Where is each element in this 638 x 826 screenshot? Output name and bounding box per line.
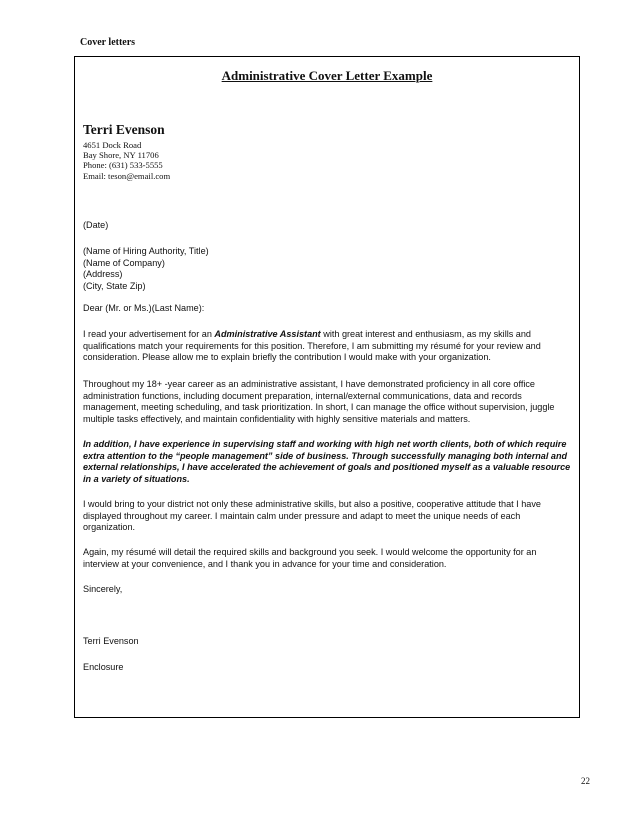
recipient-line1: (Name of Hiring Authority, Title) — [83, 246, 209, 256]
document-title: Administrative Cover Letter Example — [221, 68, 433, 83]
sender-address-line1: 4651 Dock Road — [83, 140, 142, 150]
job-title-emphasis: Administrative Assistant — [214, 329, 321, 339]
signature-name: Terri Evenson — [83, 636, 139, 646]
paragraph-intro-end: with great interest and enthusiasm, as my skills and qualifications match your requirements for this position. Therefore, I am submitting my résumé for your review and consideration. Please allow me to explain briefly the contribution I would make with your organization. — [83, 329, 541, 363]
recipient-line3: (Address) — [83, 269, 123, 280]
salutation: Dear (Mr. or Ms.)(Last Name): — [83, 303, 205, 313]
sender-block — [83, 122, 170, 181]
paragraph-intro-start: I read your advertisement for an — [83, 329, 215, 339]
paragraph-closing: Again, my résumé will detail the required skills and background you seek. I would welcome the opportunity for an interview at your convenience, and I thank you in advance for your time and consideration. — [83, 547, 537, 569]
page-number: 22 — [581, 776, 590, 786]
paragraph-supervision: In addition, I have experience in supervising staff and working with high net worth clients, both of which require extra attention to the “people management” side of business. Through successfully managing both internal and external relationships, I have accelerated the achievement of goals and positioned myself as a valuable resource in a variety of situations. — [83, 439, 571, 484]
sender-phone: Phone: (631) 533-5555 — [83, 160, 163, 171]
closing: Sincerely, — [83, 584, 123, 594]
paragraph-attitude: I would bring to your district not only these administrative skills, but also a positive, cooperative attitude that I have displayed throughout my career. I maintain calm under pressure and adapt to meet the unique needs of each organization. — [83, 499, 541, 533]
recipient-block — [83, 246, 573, 292]
sender-email: Email: teson@email.com — [83, 170, 171, 181]
recipient-line2: (Name of Company) — [83, 257, 165, 268]
recipient-line4: (City, State Zip) — [83, 280, 146, 291]
sender-name: Terri Evenson — [83, 122, 165, 137]
enclosure-note: Enclosure — [83, 662, 124, 672]
paragraph-experience: Throughout my 18+ -year career as an administrative assistant, I have demonstrated proficiency in all core office administration functions, including document preparation, internal/external communications, data and records management, meeting scheduling, and task prioritization. In short, I can manage the office without supervision, juggle multiple tasks effectively, and maintain confidentiality with highly sensitive materials and matters. — [83, 379, 555, 424]
letter-frame — [74, 56, 580, 718]
letter-date: (Date) — [83, 220, 109, 230]
sender-address-line2: Bay Shore, NY 11706 — [83, 150, 159, 161]
section-label: Cover letters — [80, 37, 136, 48]
paragraph-intro — [83, 329, 573, 364]
